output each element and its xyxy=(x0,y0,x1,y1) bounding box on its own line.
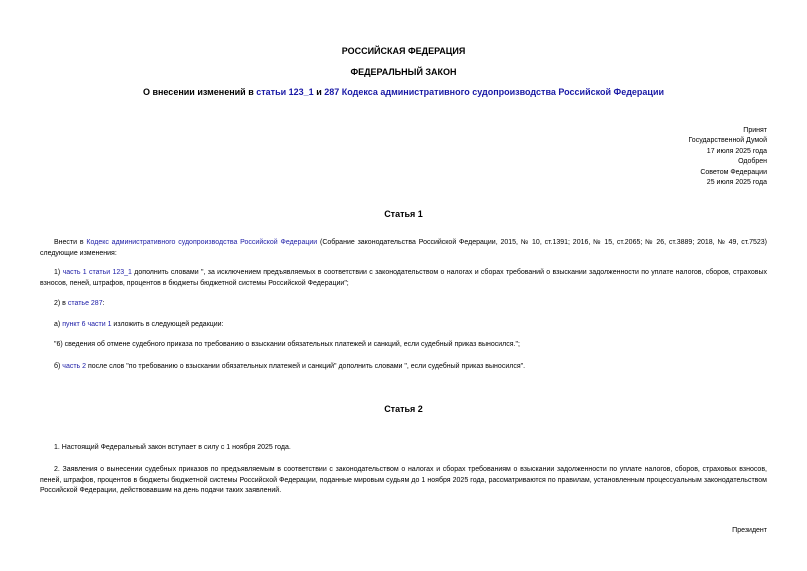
article-2-title: Статья 2 xyxy=(384,404,423,414)
article-1-title: Статья 1 xyxy=(384,209,423,219)
link-part-2[interactable]: часть 2 xyxy=(62,363,87,370)
paragraph-text: Внести в xyxy=(54,239,84,246)
paragraph-text: дополнить словами ", за исключением предъявляемых в соответствии с законодательством о налогах и сборах требований о взыскании задолженности по уплате налогов, сборов, страховых взносов, пеней, штрафов, процентов в бюджеты бюджетной системы Российской Федерации"; xyxy=(40,269,768,287)
article-1-paragraph xyxy=(40,238,767,259)
article-2-paragraph: 2. Заявления о вынесении судебных приказов по предъявляемым в соответствии с законодательством о налогах и сборах требованиям о взыскании задолженности по уплате налогов, сборов, страховых взносов, пеней, штрафов, процентов в бюджеты бюджетной системы Российской Федерации, поданные мировым судьям до 1 ноября 2025 года, рассматриваются по правилам, установленным процессуальным законодательством Российской Федерации, действовавшим на день подачи таких заявлений. xyxy=(40,466,767,495)
paragraph-text: после слов "по требованию о взыскании обязательных платежей и санкций" дополнить словами ", если судебный приказ выносился". xyxy=(87,363,526,370)
adoption-line: Советом Федерации xyxy=(700,168,767,176)
article-1-paragraph xyxy=(40,299,767,310)
adoption-block xyxy=(567,126,767,188)
link-part-1-article-123-1[interactable]: часть 1 статьи 123_1 xyxy=(62,269,132,276)
article-2-paragraph: 1. Настоящий Федеральный закон вступает в силу с 1 ноября 2025 года. xyxy=(54,444,291,451)
article-1-paragraph xyxy=(40,268,767,289)
paragraph-text: 1) xyxy=(54,269,61,276)
adoption-line: 25 июля 2025 года xyxy=(706,179,767,187)
law-type-heading: ФЕДЕРАЛЬНЫЙ ЗАКОН xyxy=(350,67,457,77)
country-heading: РОССИЙСКАЯ ФЕДЕРАЦИЯ xyxy=(341,46,466,56)
adoption-line: Государственной Думой xyxy=(688,137,767,145)
paragraph-text: : xyxy=(102,300,105,307)
link-article-287[interactable]: статье 287 xyxy=(67,300,103,307)
law-title-prefix: О внесении изменений в xyxy=(142,87,254,97)
adoption-line: Принят xyxy=(743,127,767,134)
paragraph-text: а) xyxy=(54,321,61,328)
link-item-6-part-1[interactable]: пункт 6 части 1 xyxy=(62,321,112,328)
adoption-line: Одобрен xyxy=(738,158,767,166)
law-title xyxy=(0,87,807,97)
signature-president: Президент xyxy=(732,527,767,534)
paragraph-text: б) xyxy=(54,363,61,370)
article-1-paragraph xyxy=(40,362,767,373)
article-1-paragraph: "6) сведения об отмене судебного приказа по требованию о взыскании обязательных платежей и санкций, если судебный приказ выносился."; xyxy=(54,341,520,348)
law-title-and: и xyxy=(316,87,322,97)
link-article-123-1[interactable]: статьи 123_1 xyxy=(256,87,314,97)
link-kas-rf[interactable]: Кодекс административного судопроизводства Российской Федерации xyxy=(86,239,318,246)
paragraph-text: изложить в следующей редакции: xyxy=(113,321,224,328)
link-article-287-code[interactable]: 287 Кодекса административного судопроизводства Российской Федерации xyxy=(324,87,665,97)
paragraph-text: 2) в xyxy=(54,300,66,307)
paragraph-text: (Собрание законодательства Российской Федерации, 2015, № 10, ст.1391; 2016, № 15, ст.2065; № 26, ст.3889; 2018, № 49, ст.7523) следующие изменения: xyxy=(40,239,767,257)
article-1-paragraph xyxy=(40,320,767,331)
adoption-line: 17 июля 2025 года xyxy=(706,147,767,155)
